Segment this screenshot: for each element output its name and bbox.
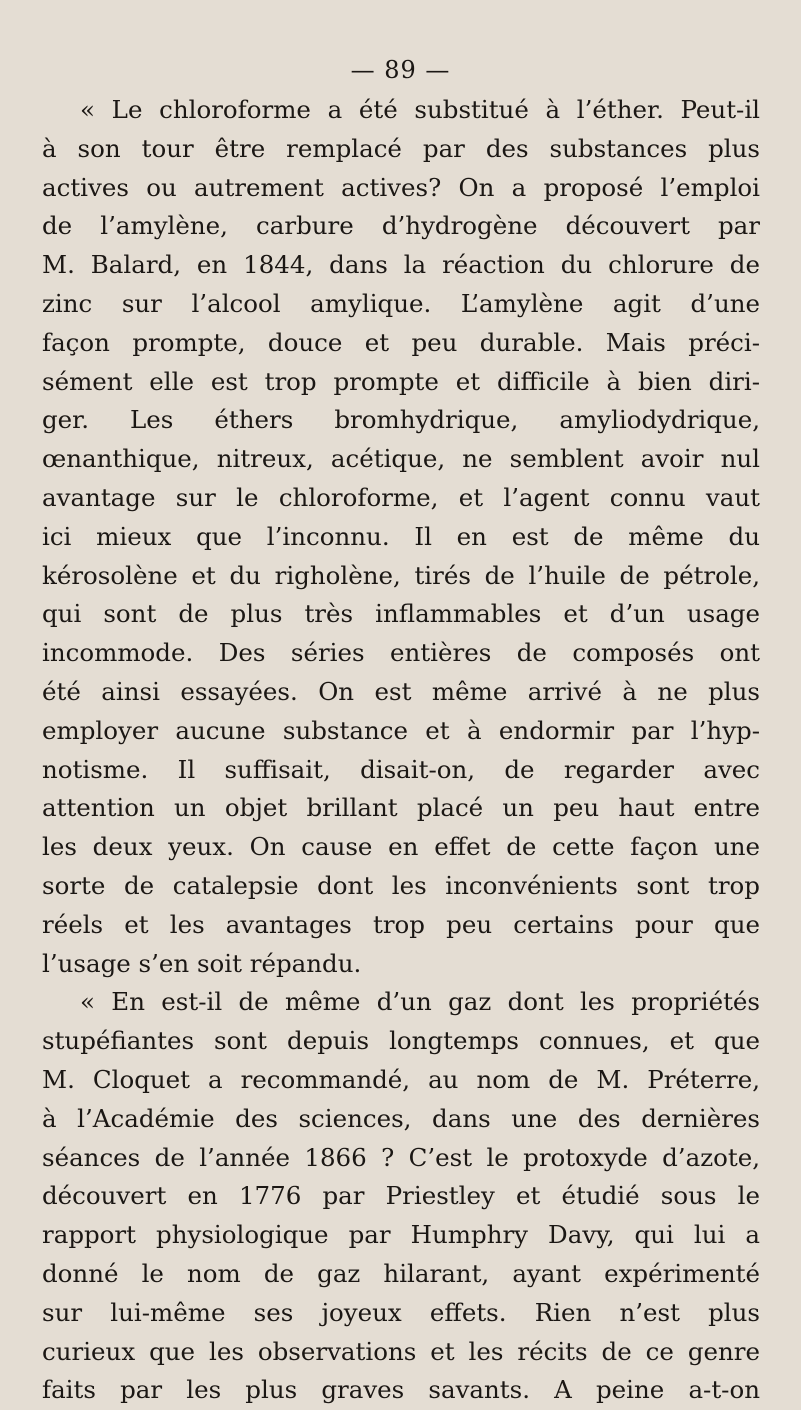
- text-line: sément elle est trop prompte et difficile à bien diri-: [42, 366, 760, 396]
- text-line: été ainsi essayées. On est même arrivé à ne plus: [42, 676, 760, 706]
- text-line: zinc sur l’alcool amylique. L’amylène agit d’une: [42, 288, 760, 318]
- body-text: [42, 91, 760, 1410]
- text-line: de l’amylène, carbure d’hydrogène découvert par: [42, 211, 760, 241]
- text-line: séances de l’année 1866 ? C’est le protoxyde d’azote,: [42, 1142, 760, 1172]
- text-line: employer aucune substance et à endormir par l’hyp-: [42, 715, 760, 745]
- text-line: l’usage s’en soit répandu.: [42, 948, 362, 978]
- text-line: à l’Académie des sciences, dans une des dernières: [42, 1103, 760, 1133]
- text-line: qui sont de plus très inflammables et d’un usage: [42, 599, 760, 629]
- text-line: incommode. Des séries entières de composés ont: [42, 638, 760, 668]
- text-line: ger. Les éthers bromhydrique, amyliodydrique,: [42, 405, 760, 435]
- text-line: réels et les avantages trop peu certains pour que: [42, 909, 760, 939]
- text-line: rapport physiologique par Humphry Davy, qui lui a: [42, 1220, 760, 1250]
- text-line: donné le nom de gaz hilarant, ayant expérimenté: [42, 1258, 760, 1288]
- text-line: sur lui-même ses joyeux effets. Rien n’est plus: [42, 1297, 760, 1327]
- text-line: actives ou autrement actives? On a proposé l’emploi: [42, 172, 760, 202]
- page-number: — 89 —: [350, 56, 451, 84]
- text-line: ici mieux que l’inconnu. Il en est de même du: [42, 521, 760, 551]
- text-line: attention un objet brillant placé un peu haut entre: [42, 793, 760, 823]
- text-line: « Le chloroforme a été substitué à l’éther. Peut-il: [80, 95, 760, 124]
- text-line: œnanthique, nitreux, acétique, ne semblent avoir nul: [42, 444, 760, 474]
- text-line: « En est-il de même d’un gaz dont les propriétés: [80, 987, 760, 1017]
- text-line: faits par les plus graves savants. A peine a-t-on: [42, 1375, 760, 1405]
- text-line: notisme. Il suffisait, disait-on, de regarder avec: [42, 754, 760, 784]
- text-line: façon prompte, douce et peu durable. Mais préci-: [42, 327, 760, 357]
- text-line: stupéfiantes sont depuis longtemps connues, et que: [42, 1026, 760, 1056]
- text-line: kérosolène et du righolène, tirés de l’huile de pétrole,: [42, 560, 760, 590]
- text-line: les deux yeux. On cause en effet de cette façon une: [42, 832, 760, 862]
- text-line: à son tour être remplacé par des substances plus: [42, 133, 760, 163]
- text-line: M. Balard, en 1844, dans la réaction du chlorure de: [42, 250, 760, 280]
- text-line: curieux que les observations et les récits de ce genre: [42, 1336, 760, 1366]
- text-line: découvert en 1776 par Priestley et étudié sous le: [42, 1181, 760, 1211]
- text-line: avantage sur le chloroforme, et l’agent connu vaut: [42, 482, 760, 512]
- text-line: M. Cloquet a recommandé, au nom de M. Préterre,: [42, 1064, 760, 1094]
- text-line: sorte de catalepsie dont les inconvénients sont trop: [42, 870, 760, 900]
